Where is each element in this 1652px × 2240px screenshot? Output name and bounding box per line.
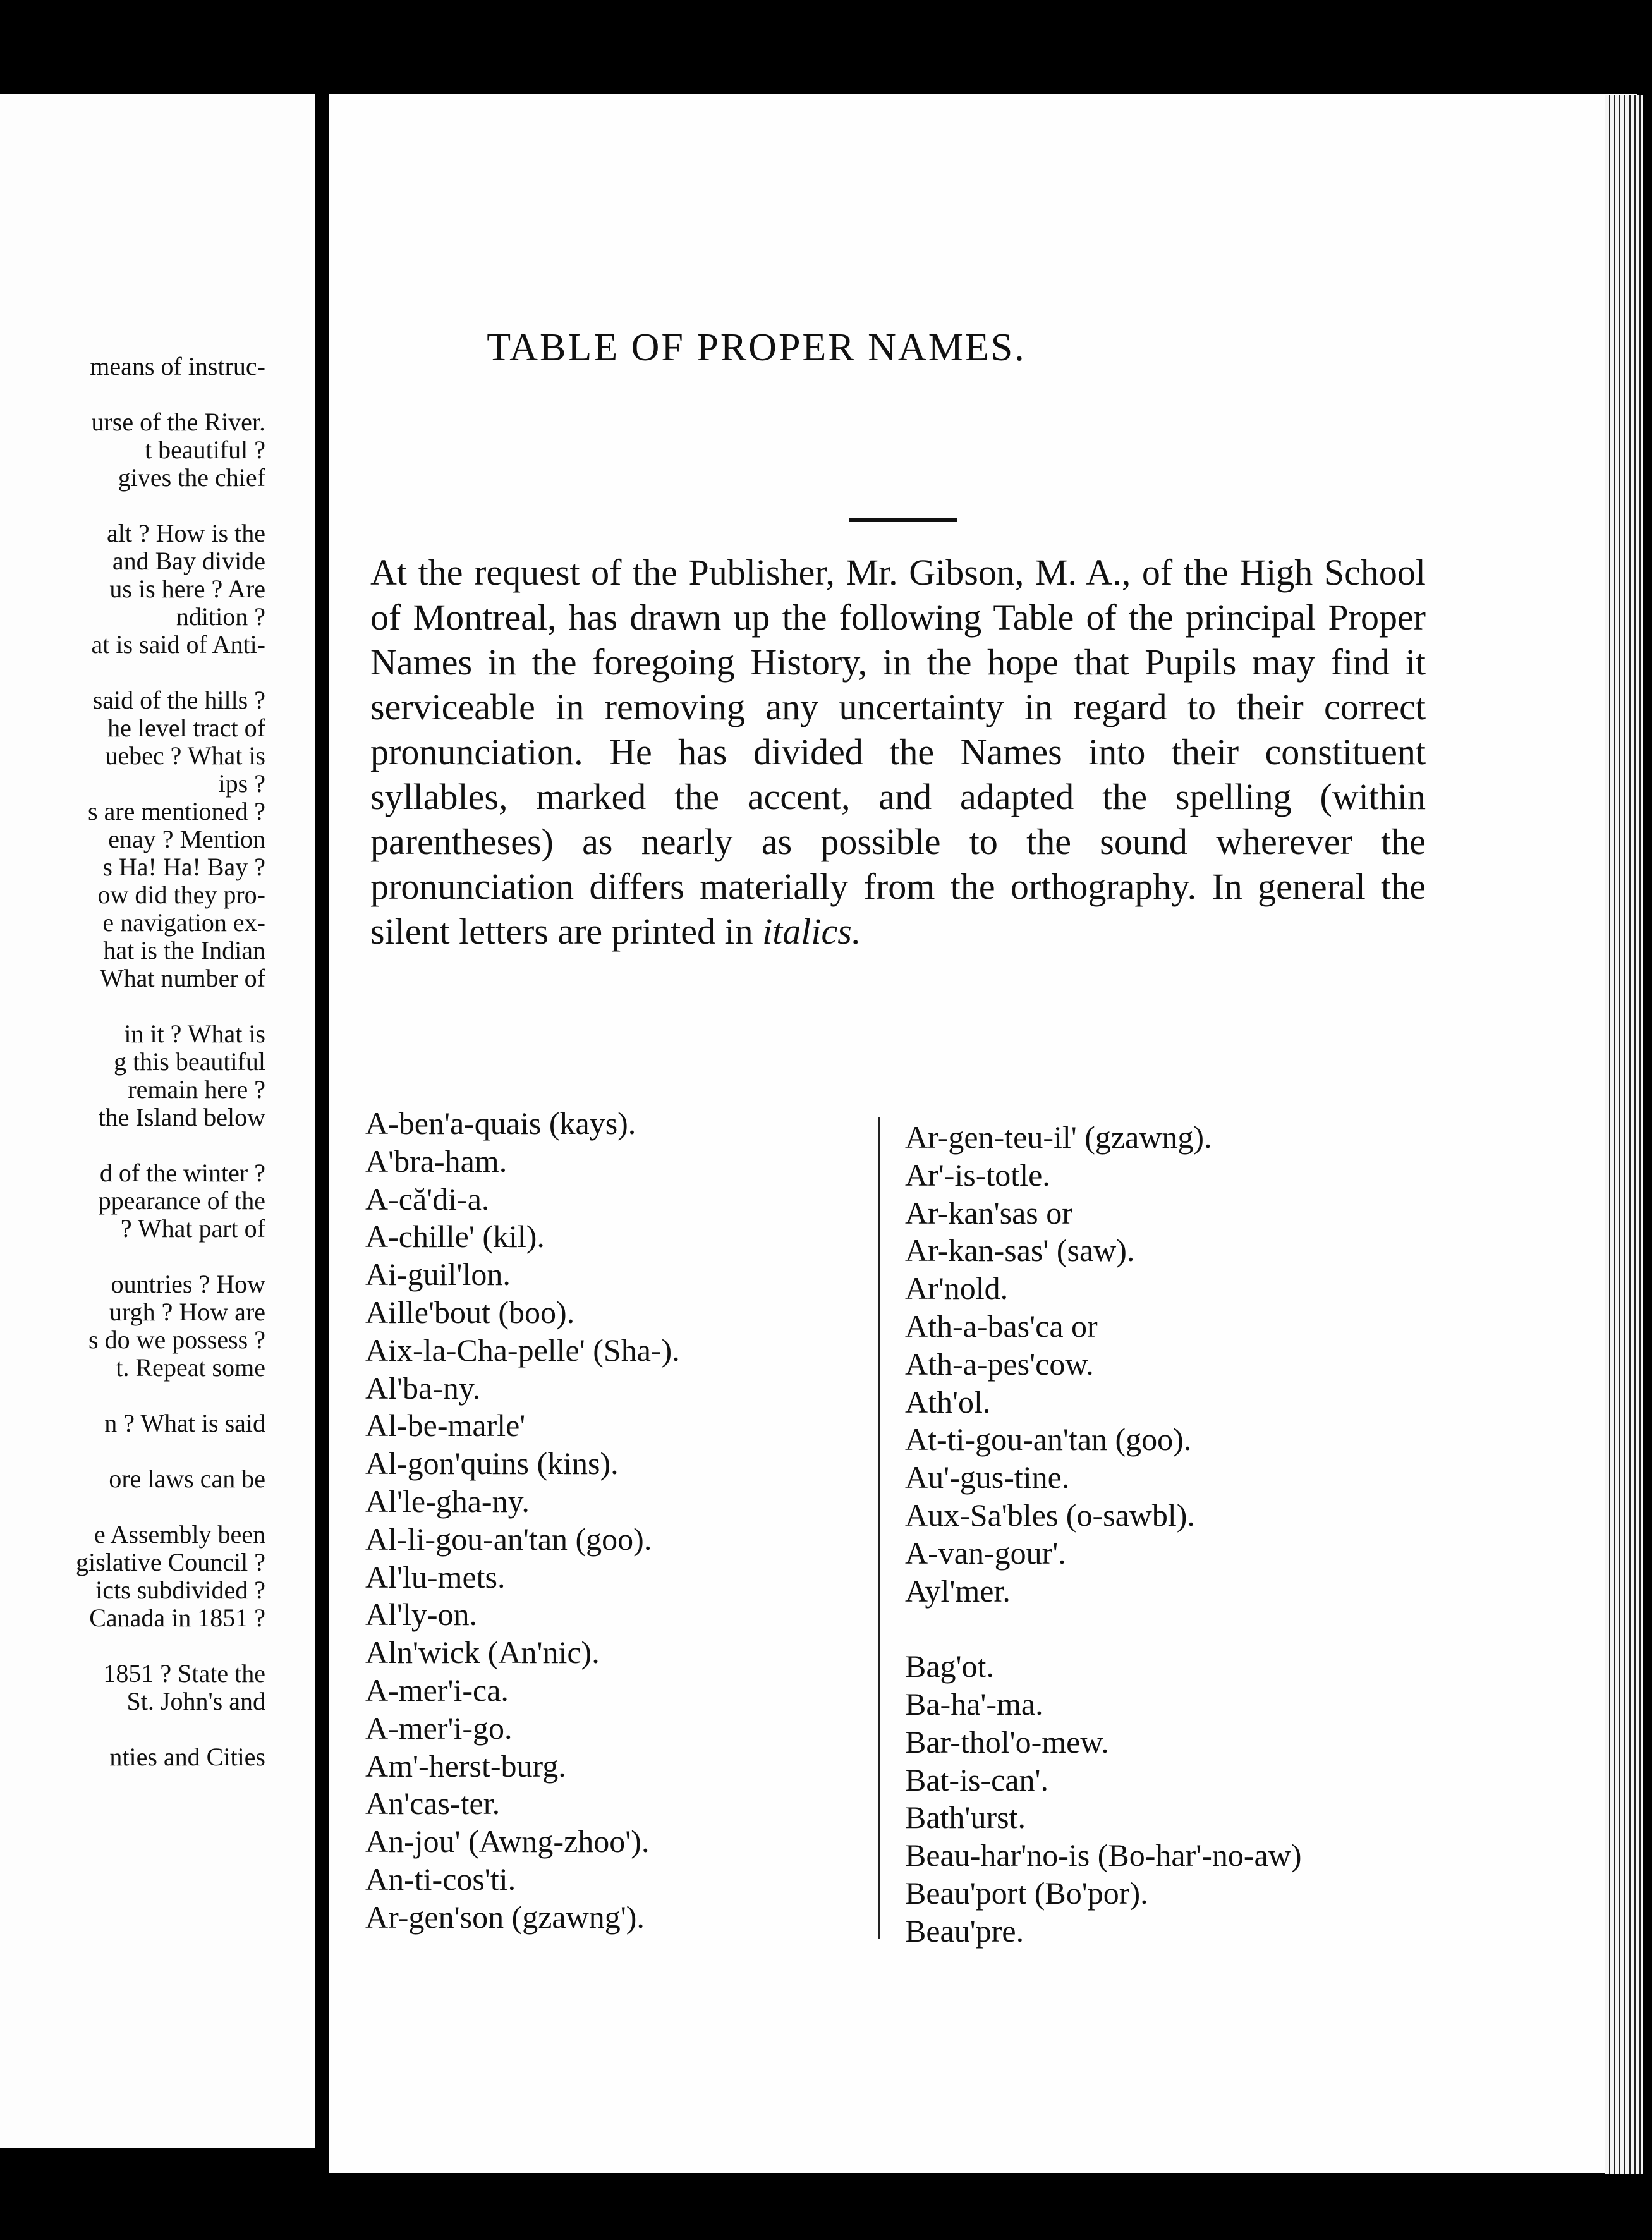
name-entry: A-mer'i-ca. — [365, 1672, 509, 1708]
title-rule — [849, 518, 957, 522]
facing-page-line: t beautiful ? — [144, 435, 265, 464]
facing-page-line: ppearance of the — [98, 1186, 265, 1215]
facing-page-line: s are mentioned ? — [88, 797, 265, 825]
name-entry: Aln'wick (An'nic). — [365, 1634, 600, 1671]
name-entry: Au'-gus-tine. — [905, 1459, 1070, 1495]
name-entry: Al-be-marle' — [365, 1408, 526, 1444]
facing-page-line — [0, 1131, 265, 1159]
facing-page-line: us is here ? Are — [109, 575, 265, 603]
facing-page-line — [0, 659, 265, 686]
facing-page-line — [0, 1493, 265, 1521]
facing-page-line: nties and Cities — [109, 1743, 265, 1771]
name-entry: A'bra-ham. — [365, 1143, 507, 1179]
name-entry: Aille'bout (boo). — [365, 1294, 575, 1330]
name-entry: Al'ly-on. — [365, 1597, 478, 1633]
facing-page-line: e navigation ex- — [102, 908, 265, 937]
facing-page-line: What number of — [99, 964, 265, 992]
facing-page-line — [0, 1382, 265, 1409]
facing-page-text — [0, 353, 265, 1771]
facing-page-line: ountries ? How — [111, 1270, 265, 1298]
name-entry: A-chille' (kil). — [365, 1219, 545, 1255]
name-entry: Ar'-is-totle. — [905, 1157, 1050, 1193]
facing-page-line: gives the chief — [118, 463, 265, 492]
facing-page-line — [0, 1632, 265, 1660]
facing-page-line: ndition ? — [176, 602, 265, 631]
facing-page-line: t. Repeat some — [116, 1353, 265, 1382]
intro-italic: italics. — [762, 911, 861, 952]
name-entry: Ar-gen-teu-il' (gzawng). — [905, 1119, 1212, 1155]
name-entry: A-că'di-a. — [365, 1181, 490, 1217]
name-entry: Bar-thol'o-mew. — [905, 1724, 1109, 1760]
name-entry: Ath-a-bas'ca or — [905, 1308, 1098, 1344]
name-entry: Ath-a-pes'cow. — [905, 1346, 1094, 1382]
name-entry: Bag'ot. — [905, 1648, 994, 1684]
name-entry: Bat-is-can'. — [905, 1762, 1048, 1798]
facing-page-line: remain here ? — [128, 1075, 265, 1104]
name-entry: Al'ba-ny. — [365, 1370, 481, 1406]
facing-page-line: he level tract of — [107, 714, 265, 742]
name-entry: A-van-gour'. — [905, 1535, 1066, 1571]
name-entry: An'cas-ter. — [365, 1786, 501, 1822]
name-entry: An-jou' (Awng-zhoo'). — [365, 1823, 650, 1860]
name-entry: Ar-kan-sas' (saw). — [905, 1233, 1135, 1269]
facing-page-line: in it ? What is — [124, 1020, 265, 1048]
facing-page-line: gislative Council ? — [76, 1548, 265, 1576]
facing-page-line — [0, 1715, 265, 1743]
facing-page-line — [0, 1437, 265, 1465]
name-entry: Ar-kan'sas or — [905, 1195, 1072, 1231]
facing-page-line: and Bay divide — [112, 547, 265, 575]
names-column-1 — [365, 1105, 680, 1937]
name-entry: Beau-har'no-is (Bo-har'-no-aw) — [905, 1837, 1302, 1873]
facing-page-line: the Island below — [98, 1103, 265, 1131]
facing-page-line — [0, 992, 265, 1020]
name-entry: Al-li-gou-an'tan (goo). — [365, 1521, 652, 1557]
name-entry: Al'le-gha-ny. — [365, 1483, 530, 1519]
facing-page-line: s Ha! Ha! Bay ? — [102, 853, 265, 881]
name-entry: At-ti-gou-an'tan (goo). — [905, 1421, 1192, 1458]
name-entry — [905, 1610, 1302, 1648]
page-title: TABLE OF PROPER NAMES. — [487, 326, 1026, 369]
facing-page-line: 1851 ? State the — [103, 1659, 265, 1688]
name-entry: An-ti-cos'ti. — [365, 1861, 516, 1897]
facing-page-line: ore laws can be — [109, 1464, 265, 1493]
facing-page-line: said of the hills ? — [92, 686, 265, 714]
facing-page-line: means of instruc- — [90, 352, 265, 380]
facing-page-line: ? What part of — [120, 1214, 265, 1243]
intro-text: At the request of the Publisher, Mr. Gibson, M. A., of the High School of Montreal, has drawn up the following Table of the principal Proper Names in the foregoing History, in the hope that Pupils may find it serviceable in removing any uncertainty in regard to their correct pronunciation. He has divided the Names into their constituent syllables, marked the accent, and adapted the spelling (within parentheses) as nearly as possible to the sound wherever the pronunciation differs materially from the orthography. In general the silent letters are printed in — [370, 552, 1426, 952]
facing-page-line: urse of the River. — [91, 408, 265, 436]
name-entry: Al'lu-mets. — [365, 1559, 506, 1595]
facing-page-line: hat is the Indian — [103, 936, 265, 965]
intro-paragraph — [370, 550, 1426, 954]
page-edge — [1605, 95, 1643, 2174]
name-entry: Aux-Sa'bles (o-sawbl). — [905, 1497, 1195, 1533]
facing-page-line: ow did they pro- — [97, 880, 265, 909]
facing-page-line — [0, 492, 265, 520]
facing-page-line: alt ? How is the — [106, 519, 265, 547]
name-entry: Am'-herst-burg. — [365, 1748, 566, 1784]
name-entry: Beau'port (Bo'por). — [905, 1875, 1148, 1911]
facing-page-line — [0, 1243, 265, 1270]
facing-page-line: e Assembly been — [94, 1520, 265, 1549]
facing-page-line: g this beautiful — [114, 1047, 265, 1076]
name-entry: Bath'urst. — [905, 1799, 1026, 1835]
facing-page-line: enay ? Mention — [108, 825, 265, 853]
facing-page-left — [0, 94, 315, 2148]
facing-page-line: urgh ? How are — [109, 1298, 265, 1326]
facing-page-line: Canada in 1851 ? — [89, 1604, 265, 1632]
facing-page-line: n ? What is said — [104, 1409, 265, 1437]
name-entry: Ar'nold. — [905, 1270, 1009, 1306]
name-entry: Ar-gen'son (gzawng'). — [365, 1899, 645, 1935]
facing-page-line: St. John's and — [126, 1687, 265, 1715]
facing-page-line: s do we possess ? — [88, 1325, 265, 1354]
name-entry: Ayl'mer. — [905, 1573, 1011, 1609]
name-entry: Ath'ol. — [905, 1384, 991, 1420]
facing-page-line: uebec ? What is — [105, 741, 265, 770]
names-column-2 — [905, 1119, 1302, 1951]
name-entry: Ai-guil'lon. — [365, 1257, 511, 1293]
facing-page-line: icts subdivided ? — [95, 1576, 265, 1604]
name-entry: Beau'pre. — [905, 1913, 1024, 1949]
facing-page-line — [0, 380, 265, 408]
facing-page-line: ips ? — [218, 769, 265, 798]
column-divider — [878, 1117, 880, 1939]
name-entry: A-mer'i-go. — [365, 1710, 513, 1746]
name-entry: Ba-ha'-ma. — [905, 1686, 1043, 1722]
facing-page-line: at is said of Anti- — [91, 630, 265, 659]
name-entry: Al-gon'quins (kins). — [365, 1446, 619, 1482]
name-entry: Aix-la-Cha-pelle' (Sha-). — [365, 1332, 680, 1368]
facing-page-line: d of the winter ? — [99, 1159, 265, 1187]
name-entry: A-ben'a-quais (kays). — [365, 1105, 636, 1141]
